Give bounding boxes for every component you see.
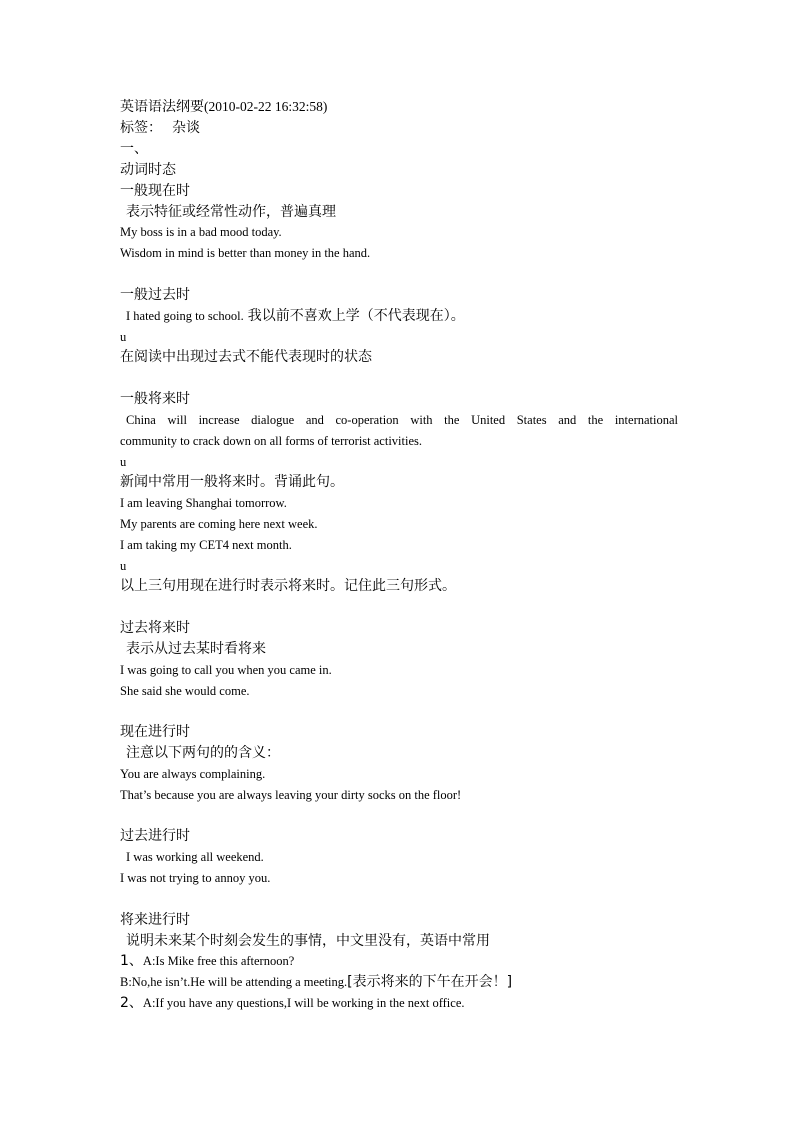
simple-future-heading: 一般将来时 (120, 391, 190, 407)
future-in-past-example-1: I was going to call you when you came in. (120, 663, 332, 677)
item-1-answer: B:No,he isn’t.He will be attending a meeting. (120, 975, 348, 989)
item-2-prefix: 2、 (120, 995, 143, 1011)
future-continuous-note: 说明未来某个时刻会发生的事情，中文里没有，英语中常用 (126, 933, 490, 949)
simple-future-tip-2: 以上三句用现在进行时表示将来时。记住此三句形式。 (120, 578, 456, 594)
simple-present-example-2: Wisdom in mind is better than money in the hand. (120, 246, 371, 260)
bullet-marker: u (120, 455, 127, 469)
past-continuous-heading: 过去进行时 (120, 828, 190, 844)
tag-line (120, 118, 680, 138)
section-number: 一、 (120, 141, 148, 157)
present-continuous-example-1: You are always complaining. (120, 767, 266, 781)
future-continuous-item-1 (120, 951, 680, 971)
simple-present-note: 表示特征或经常性动作，普遍真理 (126, 204, 336, 220)
future-in-past-example-2: She said she would come. (120, 684, 250, 698)
simple-past-example-line (120, 306, 686, 326)
simple-present-heading: 一般现在时 (120, 183, 190, 199)
future-continuous-item-2 (120, 993, 680, 1013)
simple-future-tip-1: 新闻中常用一般将来时。背诵此句。 (120, 474, 344, 490)
simple-future-example-line-2: community to crack down on all forms of terrorist activities. (120, 434, 423, 448)
simple-past-heading: 一般过去时 (120, 287, 190, 303)
future-in-past-note: 表示从过去某时看将来 (126, 641, 266, 657)
present-continuous-note: 注意以下两句的的含义： (126, 745, 280, 761)
future-continuous-heading: 将来进行时 (120, 912, 190, 928)
section-title: 动词时态 (120, 162, 176, 178)
document-title: 英语语法纲要 (120, 99, 204, 115)
simple-past-example-note: 我以前不喜欢上学（不代表现在）。 (247, 308, 465, 324)
present-continuous-heading: 现在进行时 (120, 724, 190, 740)
tag-value[interactable]: 杂谈 (172, 120, 200, 136)
document-title-line (120, 97, 680, 117)
future-in-past-heading: 过去将来时 (120, 620, 190, 636)
simple-present-example-1: My boss is in a bad mood today. (120, 225, 282, 239)
bullet-marker: u (120, 559, 127, 573)
document-date: (2010-02-22 16:32:58) (204, 99, 328, 114)
present-continuous-example-2: That’s because you are always leaving your dirty socks on the floor! (120, 788, 462, 802)
past-continuous-example-1: I was working all weekend. (126, 850, 264, 864)
simple-future-example-3: My parents are coming here next week. (120, 517, 318, 531)
item-1-prefix: 1、 (120, 953, 143, 969)
future-continuous-item-1-answer-line (120, 972, 680, 992)
bullet-marker: u (120, 330, 127, 344)
item-1-answer-note: [表示将来的下午在开会！] (347, 974, 513, 990)
simple-past-example: I hated going to school. (126, 309, 244, 323)
past-continuous-example-2: I was not trying to annoy you. (120, 871, 271, 885)
simple-past-tip: 在阅读中出现过去式不能代表现时的状态 (120, 349, 372, 365)
simple-future-example-line-1: China will increase dialogue and co-operation with the United States and the international (126, 413, 678, 427)
item-2-question: A:If you have any questions,I will be working in the next office. (142, 996, 465, 1010)
tag-label: 标签： (120, 120, 162, 136)
simple-future-example-4: I am taking my CET4 next month. (120, 538, 292, 552)
item-1-question: A:Is Mike free this afternoon? (142, 954, 295, 968)
simple-future-example-2: I am leaving Shanghai tomorrow. (120, 496, 287, 510)
